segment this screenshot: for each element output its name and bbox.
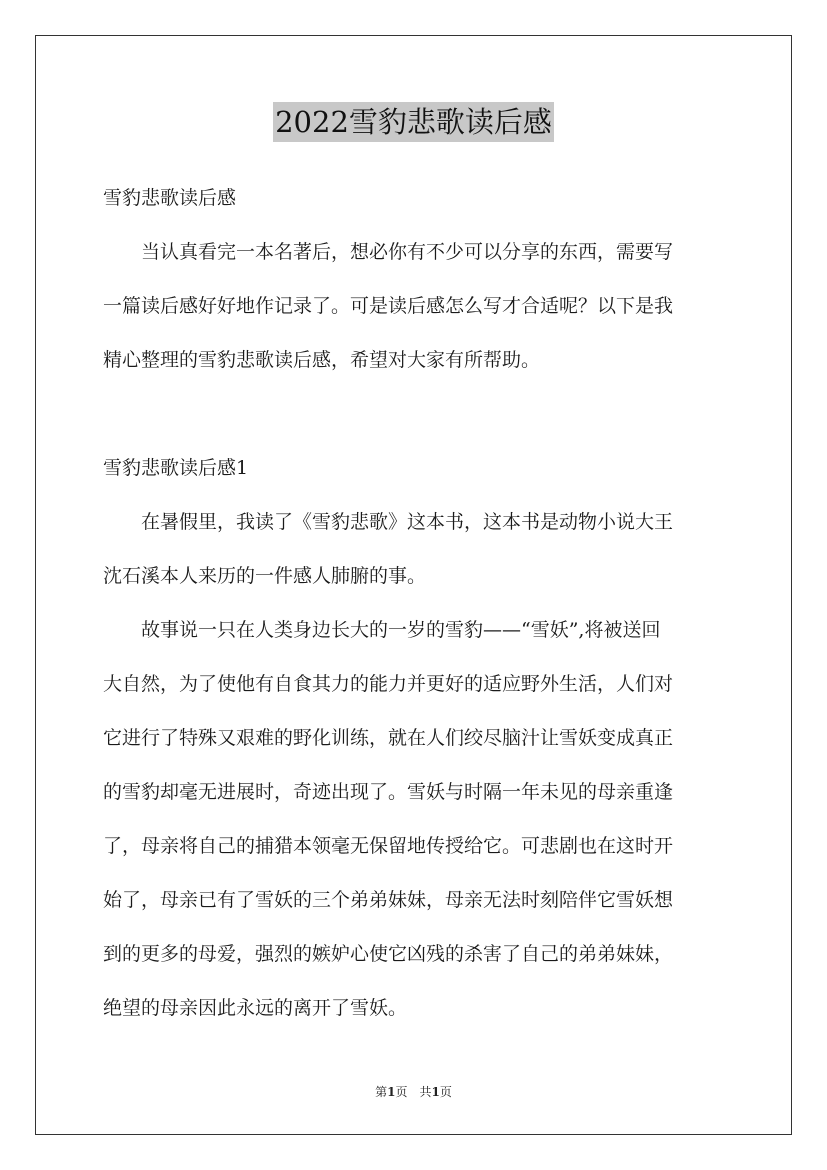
para2-line-2: 大自然，为了使他有自食其力的能力并更好的适应野外生活，人们对 [103, 673, 674, 695]
para1-line-1: 在暑假里，我读了《雪豹悲歌》这本书，这本书是动物小说大王 [103, 511, 674, 533]
para2-line-3: 它进行了特殊又艰难的野化训练，就在人们绞尽脑汁让雪妖变成真正 [103, 727, 674, 749]
para2-line-5: 了，母亲将自己的捕猎本领毫无保留地传授给它。可悲剧也在这时开 [103, 835, 674, 857]
para1-line-2: 沈石溪本人来历的一件感人肺腑的事。 [103, 565, 427, 587]
para2-line-1: 故事说一只在人类身边长大的一岁的雪豹——“雪妖”,将被送回 [103, 619, 661, 641]
footer-suffix: 页 [439, 1085, 452, 1099]
footer-middle: 页 共 [395, 1085, 432, 1099]
footer-prefix: 第 [375, 1085, 388, 1099]
intro-line-2: 一篇读后感好好地作记录了。可是读后感怎么写才合适呢？以下是我 [103, 295, 674, 317]
intro-line-3: 精心整理的雪豹悲歌读后感，希望对大家有所帮助。 [103, 349, 541, 371]
para2-line-6: 始了，母亲已有了雪妖的三个弟弟妹妹，母亲无法时刻陪伴它雪妖想 [103, 889, 674, 911]
intro-heading: 雪豹悲歌读后感 [103, 187, 237, 209]
footer-page-number: 1 [387, 1085, 396, 1099]
para2-line-7: 到的更多的母爱，强烈的嫉妒心使它凶残的杀害了自己的弟弟妹妹， [103, 943, 674, 965]
page-footer [0, 1083, 827, 1100]
footer-page-total: 1 [431, 1085, 440, 1099]
intro-line-1: 当认真看完一本名著后，想必你有不少可以分享的东西，需要写 [103, 241, 674, 263]
document-title: 2022雪豹悲歌读后感 [273, 102, 554, 142]
para2-line-4: 的雪豹却毫无进展时，奇迹出现了。雪妖与时隔一年未见的母亲重逢 [103, 781, 674, 803]
section-heading-1: 雪豹悲歌读后感1 [103, 457, 249, 479]
title-container [0, 102, 827, 142]
para2-line-8: 绝望的母亲因此永远的离开了雪妖。 [103, 997, 408, 1019]
